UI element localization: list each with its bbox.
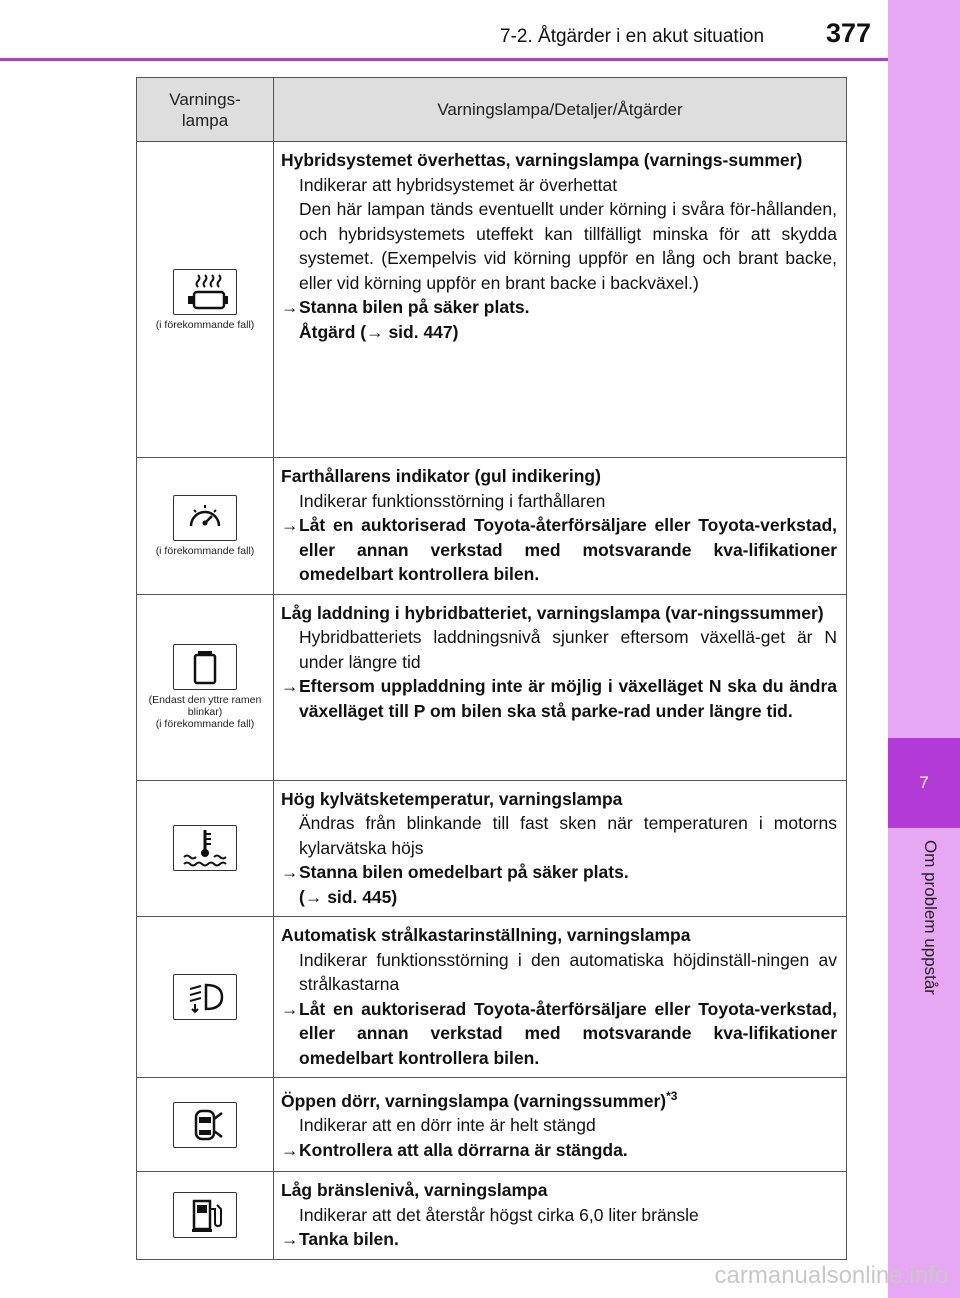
cruise-control-icon [173, 495, 237, 541]
warning-description: Indikerar att det återstår högst cirka 6,0 liter bränsle [299, 1204, 699, 1225]
lamp-cell [137, 780, 274, 917]
warning-action-text: Kontrollera att alla dörrarna är stängda. [299, 1139, 628, 1160]
warning-title: Hybridsystemet överhettas, varningslampa (varnings-summer) [281, 150, 803, 170]
table-row [137, 594, 847, 780]
section-title: 7-2. Åtgärder i en akut situation [500, 26, 765, 47]
arrow-icon: → [281, 1139, 299, 1160]
warning-action-text: Låt en auktoriserad Toyota-återförsäljare eller Toyota-verkstad, eller annan verkstad med motsvarande kva-lifikationer omedelbart kontrollera bilen. [299, 998, 837, 1068]
footnote-marker: *3 [666, 1089, 678, 1103]
warning-action [281, 1138, 837, 1163]
page-reference[interactable]: Åtgärd (→ sid. 447) [299, 321, 459, 342]
table-row [137, 780, 847, 917]
warning-description: Indikerar att hybridsystemet är överhettat Den här lampan tänds eventuellt under körning i svåra för-hållanden, och hybridsystemets uteffekt kan tillfälligt minska för att skydda systemet. (Exempelvis vid körning uppför en lång och brant backe, eller vid körning uppför en brant backe i backväxel.) [299, 174, 837, 293]
warning-title [281, 1084, 837, 1113]
headlight-leveling-icon [173, 974, 237, 1020]
warning-title: Låg laddning i hybridbatteriet, varningslampa (var-ningssummer) [281, 602, 824, 623]
warning-action-text: Stanna bilen på säker plats. [299, 297, 530, 317]
warning-description: Hybridbatteriets laddningsnivå sjunker eftersom växellä-get är N under längre tid [299, 627, 837, 672]
table-row [137, 142, 847, 458]
lamp-cell [137, 917, 274, 1078]
warning-action-text: Låt en auktoriserad Toyota-återförsäljare eller Toyota-verkstad, eller annan verkstad med motsvarande kva-lifikationer omedelbart kontrollera bilen. [299, 515, 837, 584]
arrow-icon: → [281, 862, 299, 882]
warning-lamp-table [136, 77, 847, 1260]
warning-action [281, 513, 837, 587]
warning-title: Automatisk strålkastarinställning, varningslampa [281, 925, 691, 945]
column-header-lamp-text: Varnings- lampa [169, 89, 241, 130]
warning-action [281, 860, 837, 885]
page-number: 377 [826, 18, 872, 48]
lamp-note: (i förekommande fall) [155, 544, 255, 557]
warning-action [281, 295, 837, 320]
lamp-cell [137, 594, 274, 780]
details-cell [274, 594, 847, 780]
open-door-icon [173, 1102, 237, 1148]
table-row [137, 1172, 847, 1260]
details-cell [274, 917, 847, 1078]
watermark: carmanualsonline.info [714, 1262, 948, 1289]
warning-description: Indikerar att en dörr inte är helt stängd [299, 1115, 596, 1136]
warning-action-text: Tanka bilen. [299, 1229, 399, 1249]
chapter-title: Om problem uppstår [921, 840, 940, 995]
lamp-cell [137, 142, 274, 458]
details-cell [274, 1172, 847, 1260]
hybrid-battery-icon [173, 644, 237, 690]
arrow-icon: → [281, 676, 299, 696]
details-cell [274, 458, 847, 595]
lamp-cell [137, 1078, 274, 1172]
table-row [137, 458, 847, 595]
chapter-number-tab[interactable]: 7 [888, 738, 960, 828]
details-cell [274, 1078, 847, 1172]
hybrid-overheat-icon [173, 269, 237, 315]
arrow-icon: → [281, 515, 299, 535]
warning-description: Ändras från blinkande till fast sken när temperaturen i motorns kylarvätska höjs [299, 813, 837, 858]
lamp-note: (i förekommande fall) [155, 318, 255, 331]
column-header-lamp [137, 78, 274, 142]
arrow-icon: → [281, 998, 299, 1019]
warning-title: Låg bränslenivå, varningslampa [281, 1180, 548, 1200]
coolant-temperature-icon [173, 825, 237, 871]
page-reference[interactable]: (→ sid. 445) [299, 886, 398, 907]
column-header-details: Varningslampa/Detaljer/Åtgärder [274, 78, 847, 142]
lamp-note: (Endast den yttre ramen blinkar) (i förekommande fall) [148, 694, 262, 730]
details-cell [274, 780, 847, 917]
header-divider [0, 58, 888, 61]
warning-description: Indikerar funktionsstörning i den automatiska höjdinställ-ningen av strålkastarna [299, 949, 837, 994]
warning-action [281, 997, 837, 1071]
low-fuel-icon [173, 1192, 237, 1238]
warning-action-text: Eftersom uppladdning inte är möjlig i växelläget N ska du ändra växelläget till P om bilen ska stå parke-rad under längre tid. [299, 676, 837, 721]
table-row [137, 917, 847, 1078]
table-header-row [137, 78, 847, 142]
warning-action [281, 1227, 837, 1252]
warning-title-text: Öppen dörr, varningslampa (varningssummer) [281, 1090, 667, 1111]
warning-action-text: Stanna bilen omedelbart på säker plats. [299, 862, 629, 882]
chapter-sidebar [888, 0, 960, 1298]
warning-action [281, 674, 837, 723]
warning-description: Indikerar funktionsstörning i farthållaren [299, 490, 606, 511]
lamp-cell [137, 458, 274, 595]
arrow-icon: → [281, 1229, 299, 1249]
table-row [137, 1078, 847, 1172]
warning-title: Farthållarens indikator (gul indikering) [281, 466, 601, 486]
warning-title: Hög kylvätsketemperatur, varningslampa [281, 788, 623, 809]
lamp-cell [137, 1172, 274, 1260]
arrow-icon: → [281, 297, 299, 317]
details-cell [274, 142, 847, 458]
